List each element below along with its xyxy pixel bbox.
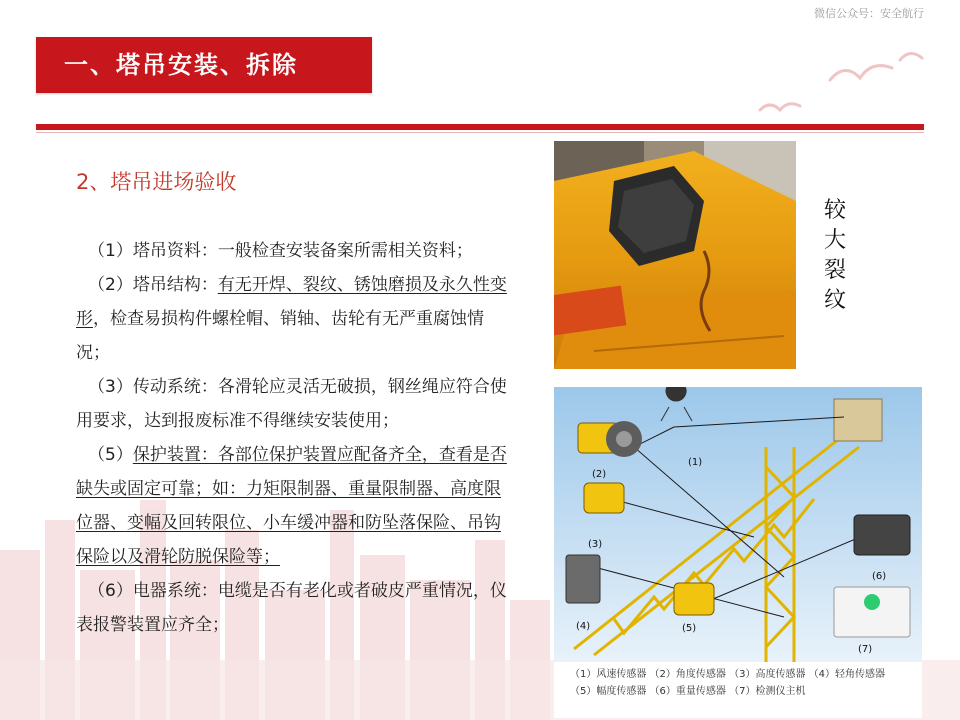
item-protection-number: （5）: [88, 445, 133, 465]
item-structure-emphasis: 有无开焊、裂纹、锈蚀磨损及永久性变形: [76, 275, 507, 329]
title-divider-thin: [36, 132, 924, 133]
crack-label: 较大裂纹: [823, 198, 846, 313]
item-structure-rest: ，检查易损构件螺栓帽、销轴、齿轮有无严重腐蚀情况；: [76, 309, 484, 363]
diagram-caption: [554, 662, 922, 718]
inspection-list: [76, 234, 516, 642]
marker-3: (3): [588, 539, 603, 550]
birds-decoration: [600, 20, 960, 140]
crane-sensor-diagram: [554, 387, 922, 662]
item-documents: （1）塔吊资料：一般检查安装备案所需相关资料；: [88, 241, 473, 261]
crack-photo: [554, 141, 796, 369]
title-divider: [36, 124, 924, 130]
item-structure: [76, 268, 516, 370]
item-protection: [76, 438, 516, 574]
marker-7: (7): [858, 644, 873, 655]
wechat-watermark: 微信公众号：安全航行: [814, 7, 924, 20]
item-electrical: （6）电器系统：电缆是否有老化或者破皮严重情况，仪表报警装置应齐全；: [76, 581, 507, 635]
item-transmission: （3）传动系统：各滑轮应灵活无破损，钢丝绳应符合使用要求，达到报废标准不得继续安装使用；: [76, 377, 507, 431]
subsection-title: 2、塔吊进场验收: [76, 170, 237, 194]
marker-2: (2): [592, 469, 607, 480]
caption-line-1: （1）风速传感器 （2）角度传感器 （3）高度传感器 （4）轻角传感器: [570, 669, 885, 680]
caption-line-2: （5）幅度传感器 （6）重量传感器 （7）检测仪主机: [570, 686, 806, 697]
marker-5: (5): [682, 623, 697, 634]
marker-6: (6): [872, 571, 887, 582]
section-title: 一、塔吊安装、拆除: [36, 37, 372, 93]
marker-1: (1): [688, 457, 703, 468]
marker-4: (4): [576, 621, 591, 632]
item-protection-text: 保护装置：各部位保护装置应配备齐全，查看是否缺失或固定可靠；如：力矩限制器、重量限制器、高度限位器、变幅及回转限位、小车缓冲器和防坠落保险、吊钩保险以及滑轮防脱保险等；: [76, 445, 507, 567]
item-structure-label: （2）塔吊结构：: [88, 275, 218, 295]
